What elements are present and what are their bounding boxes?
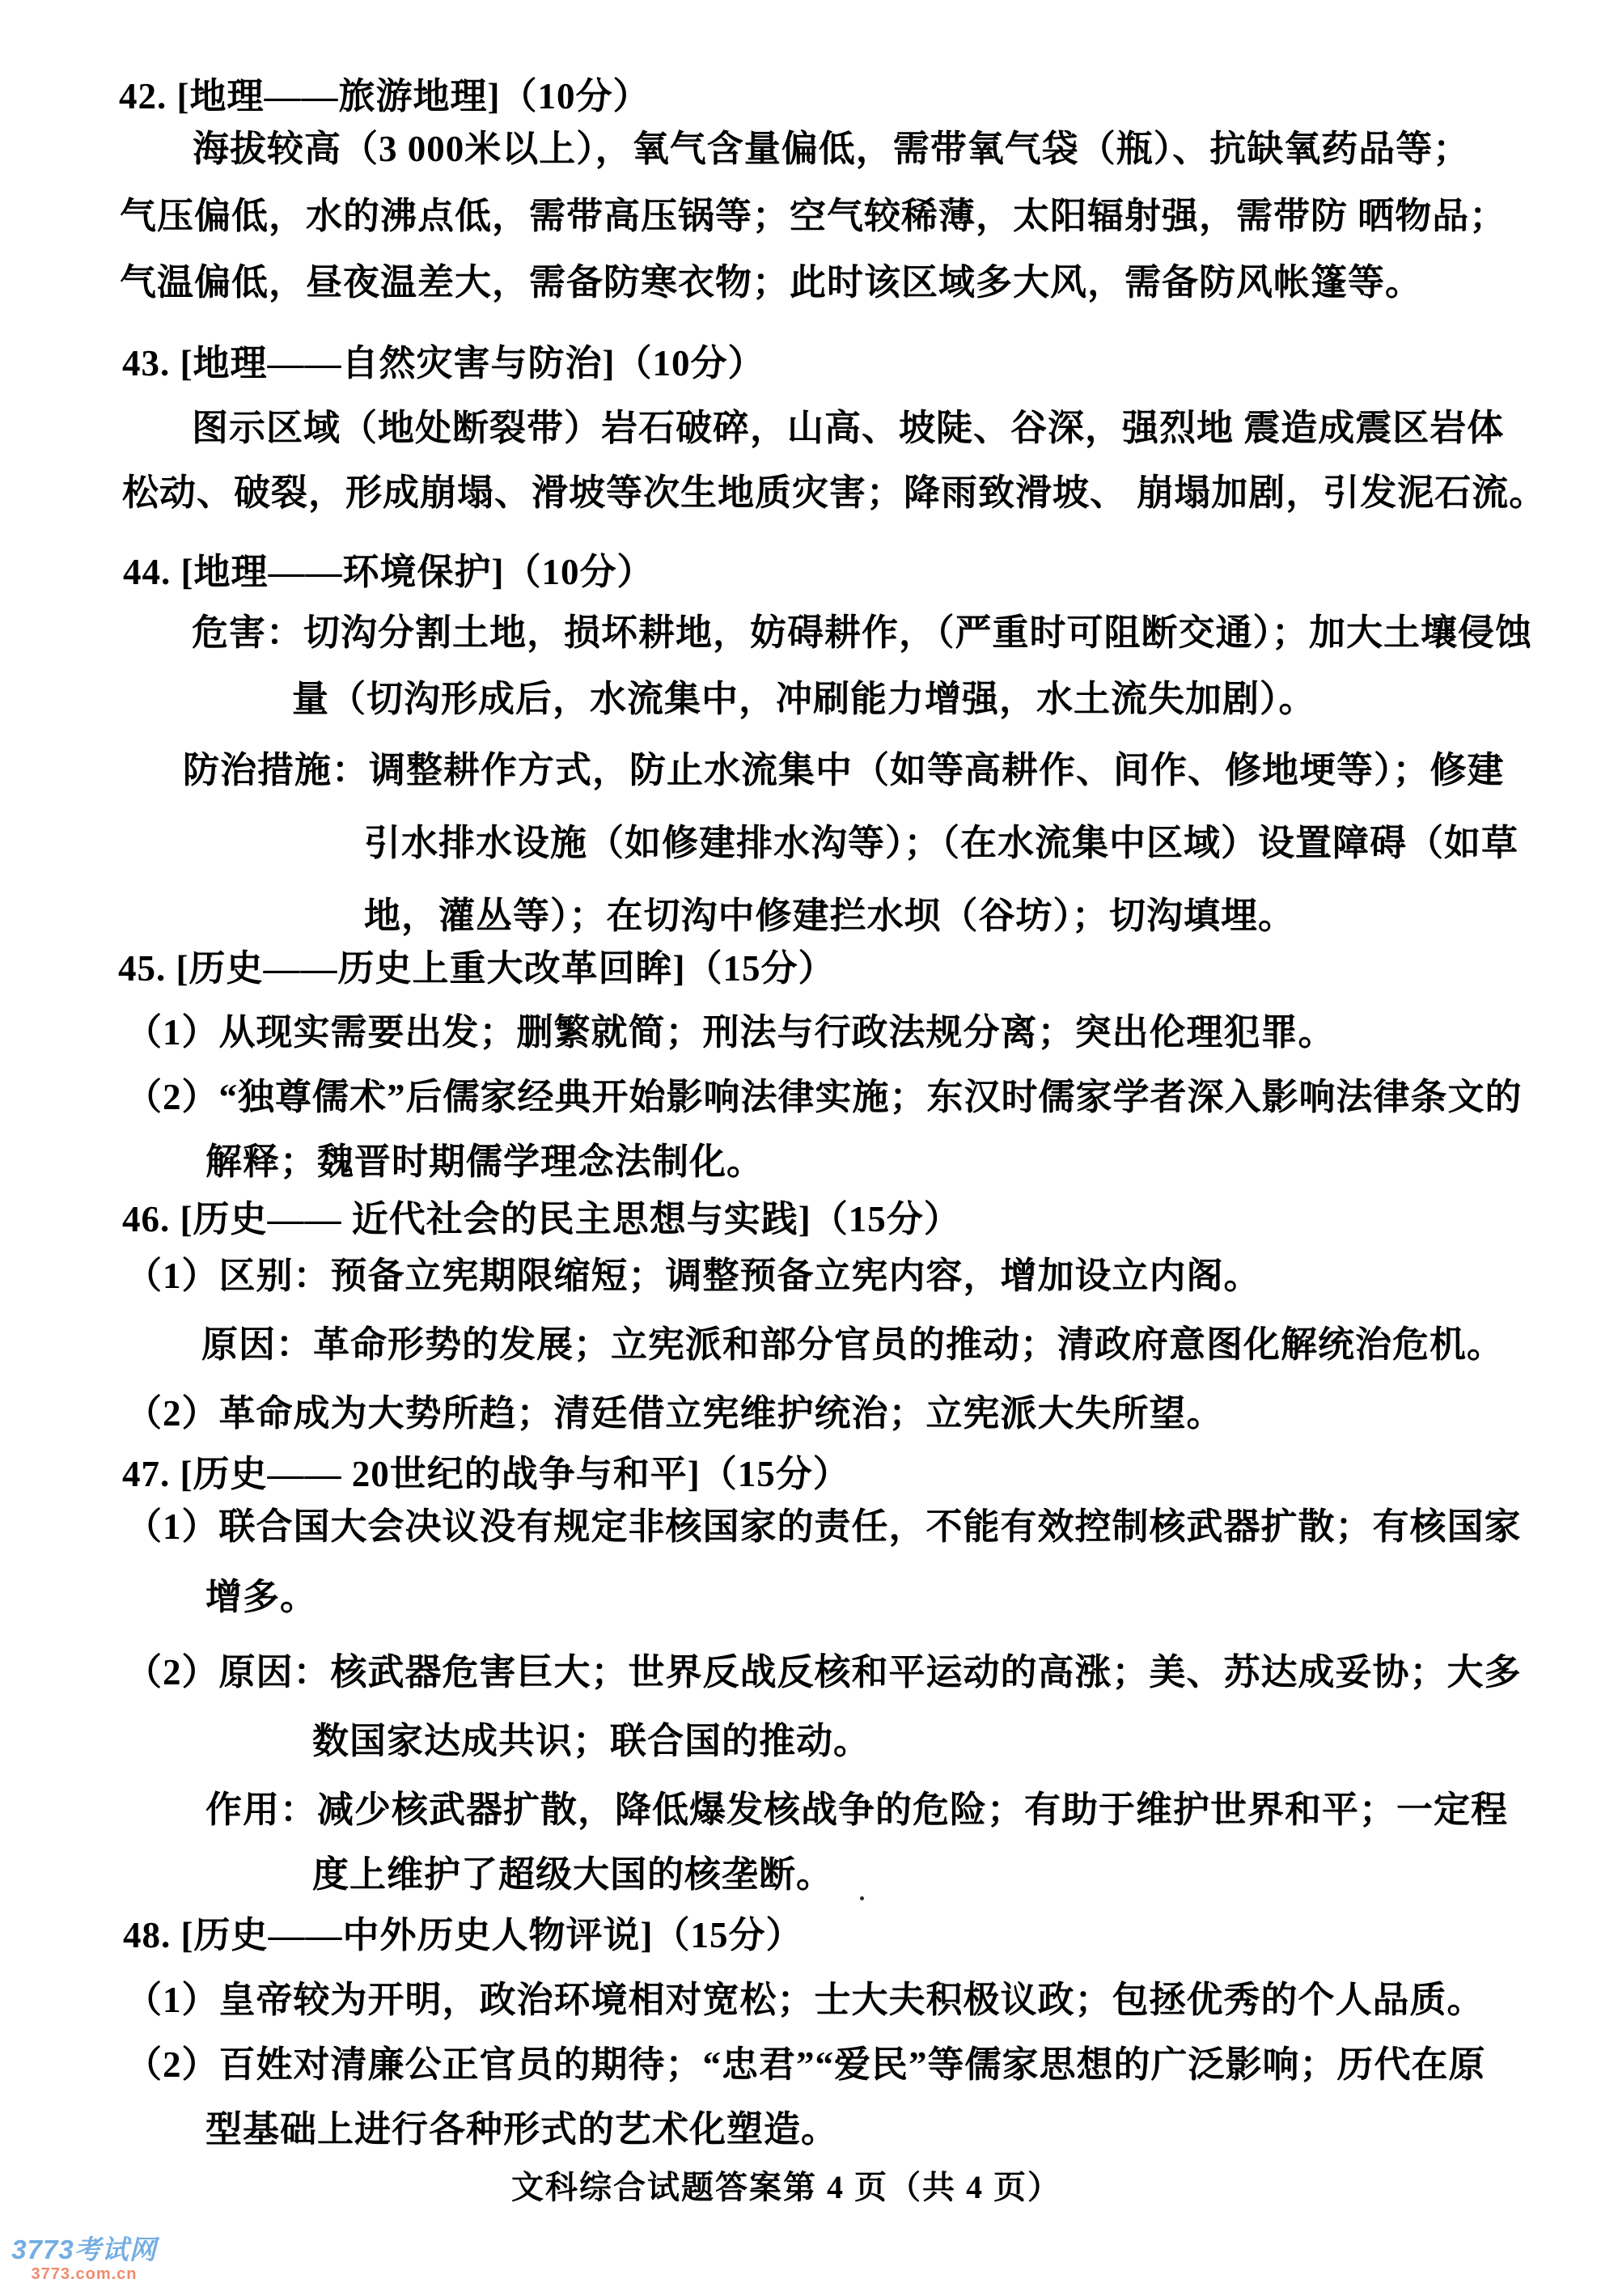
q46-heading: 46. [历史—— 近代社会的民主思想与实践]（15分） bbox=[122, 1199, 961, 1239]
q46-part1-line-2: 原因：革命形势的发展；立宪派和部分官员的推动；清政府意图化解统治危机。 bbox=[201, 1324, 1505, 1365]
q47-heading: 47. [历史—— 20世纪的战争与和平]（15分） bbox=[122, 1454, 850, 1494]
page-footer: 文科综合试题答案第 4 页（共 4 页） bbox=[511, 2169, 1061, 2205]
q42-answer-line-3: 气温偏低，昼夜温差大，需备防寒衣物；此时该区域多大风，需备防风帐篷等。 bbox=[120, 262, 1423, 303]
q47-part2-reason-line-1: （2）原因：核武器危害巨大；世界反战反核和平运动的高涨；美、苏达成妥协；大多 bbox=[125, 1652, 1522, 1692]
q47-part2-effect-line-1: 作用：减少核武器扩散，降低爆发核战争的危险；有助于维护世界和平；一定程 bbox=[205, 1790, 1509, 1830]
q42-answer-line-2: 气压偏低，水的沸点低，需带高压锅等；空气较稀薄，太阳辐射强，需带防 晒物品； bbox=[120, 196, 1507, 236]
q43-answer-line-2: 松动、破裂，形成崩塌、滑坡等次生地质灾害；降雨致滑坡、 崩塌加剧，引发泥石流。 bbox=[122, 472, 1547, 513]
q43-answer-line-1: 图示区域（地处断裂带）岩石破碎，山高、坡陡、谷深，强烈地 震造成震区岩体 bbox=[192, 408, 1505, 448]
q45-heading: 45. [历史——历史上重大改革回眸]（15分） bbox=[118, 948, 836, 989]
q48-part2-line-1: （2）百姓对清廉公正官员的期待；“忠君”“爱民”等儒家思想的广泛影响；历代在原 bbox=[125, 2044, 1486, 2085]
q44-harm-line-2: 量（切沟形成后，水流集中，冲刷能力增强，水土流失加剧）。 bbox=[292, 679, 1316, 719]
q45-part2-line-1: （2）“独尊儒术”后儒家经典开始影响法律实施；东汉时儒家学者深入影响法律条文的 bbox=[125, 1077, 1523, 1117]
site-watermark bbox=[11, 2236, 157, 2282]
q44-measures-line-2: 引水排水设施（如修建排水沟等）；（在水流集中区域）设置障碍（如草 bbox=[364, 823, 1519, 863]
watermark-site-name: 3773考试网 bbox=[11, 2235, 157, 2264]
q47-part2-reason-line-2: 数国家达成共识；联合国的推动。 bbox=[312, 1721, 871, 1761]
q45-part2-line-2: 解释；魏晋时期儒学理念法制化。 bbox=[205, 1142, 765, 1182]
q47-part2-effect-line-2: 度上维护了超级大国的核垄断。 bbox=[312, 1854, 834, 1895]
scan-artifact-dot bbox=[860, 1896, 864, 1900]
q46-part2: （2）革命成为大势所趋；清廷借立宪维护统治；立宪派大失所望。 bbox=[125, 1393, 1224, 1434]
watermark-site-url: 3773.com.cn bbox=[31, 2265, 138, 2283]
q47-part1-line-2: 增多。 bbox=[205, 1577, 318, 1617]
q44-harm-line-1: 危害：切沟分割土地，损坏耕地，妨碍耕作，（严重时可阻断交通）；加大土壤侵蚀 bbox=[192, 612, 1533, 653]
q43-heading: 43. [地理——自然灾害与防治]（10分） bbox=[122, 343, 765, 383]
q46-part1-line-1: （1）区别：预备立宪期限缩短；调整预备立宪内容，增加设立内阁。 bbox=[125, 1256, 1261, 1296]
q44-measures-line-1: 防治措施：调整耕作方式，防止水流集中（如等高耕作、间作、修地埂等）；修建 bbox=[183, 750, 1505, 790]
q42-answer-line-1: 海拔较高（3 000米以上），氧气含量偏低，需带氧气袋（瓶）、抗缺氧药品等； bbox=[193, 129, 1471, 169]
q48-part1: （1）皇帝较为开明，政治环境相对宽松；士大夫积极议政；包拯优秀的个人品质。 bbox=[125, 1980, 1485, 2020]
q48-heading: 48. [历史——中外历史人物评说]（15分） bbox=[123, 1915, 803, 1955]
q47-part1-line-1: （1）联合国大会决议没有规定非核国家的责任，不能有效控制核武器扩散；有核国家 bbox=[125, 1506, 1522, 1547]
q45-part1: （1）从现实需要出发；删繁就简；刑法与行政法规分离；突出伦理犯罪。 bbox=[125, 1012, 1336, 1053]
q48-part2-line-2: 型基础上进行各种形式的艺术化塑造。 bbox=[205, 2109, 839, 2150]
q44-measures-line-3: 地，灌丛等）；在切沟中修建拦水坝（谷坊）；切沟填埋。 bbox=[364, 896, 1296, 936]
q44-heading: 44. [地理——环境保护]（10分） bbox=[123, 552, 654, 592]
q42-heading: 42. [地理——旅游地理]（10分） bbox=[119, 76, 650, 116]
